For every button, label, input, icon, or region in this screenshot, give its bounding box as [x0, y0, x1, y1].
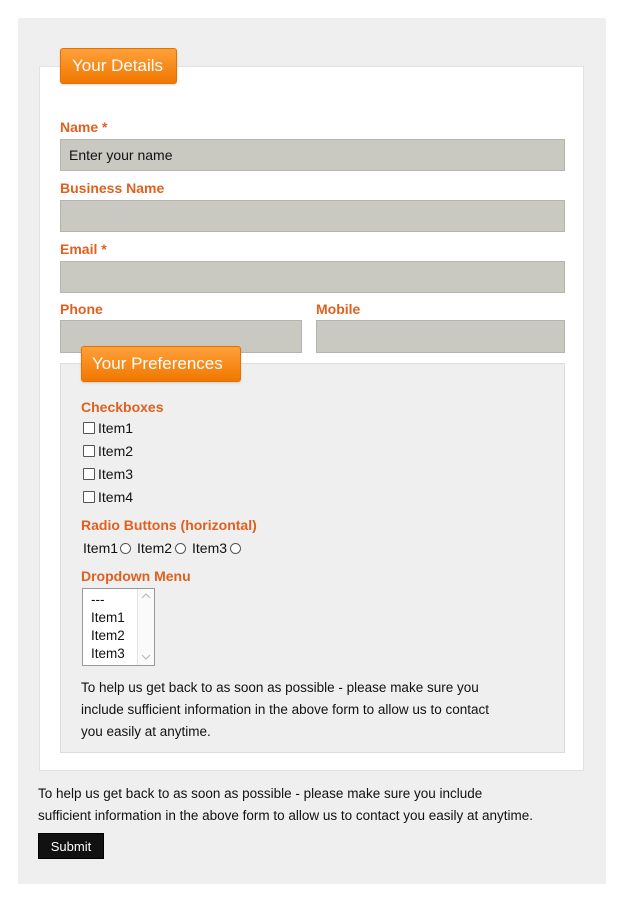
- checkbox-label: Item1: [98, 420, 134, 436]
- details-legend-text: Your Details: [72, 56, 164, 75]
- preferences-help-line: include sufficient information in the above form to allow us to contact: [81, 702, 489, 717]
- footer-help-text: [38, 783, 598, 827]
- checkbox-box[interactable]: [83, 468, 95, 480]
- dropdown-listbox[interactable]: [82, 588, 155, 666]
- details-fieldset: [39, 56, 584, 771]
- radio-label-1: Item1: [83, 540, 119, 556]
- radio-button-3[interactable]: [230, 543, 241, 554]
- preferences-fieldset: [60, 354, 565, 753]
- mobile-label: Mobile: [316, 301, 361, 317]
- checkbox-item-3[interactable]: [83, 466, 133, 482]
- checkbox-item-4[interactable]: [83, 489, 133, 505]
- checkbox-item-1[interactable]: [83, 420, 133, 436]
- mobile-field[interactable]: [316, 320, 565, 353]
- dropdown-option[interactable]: Item1: [91, 610, 125, 625]
- radio-buttons-label: Radio Buttons (horizontal): [81, 517, 257, 533]
- form-container: [18, 18, 606, 884]
- business-name-field[interactable]: [60, 200, 565, 232]
- scroll-arrows-icon: [138, 589, 154, 665]
- checkbox-box[interactable]: [83, 445, 95, 457]
- dropdown-option[interactable]: ---: [91, 592, 105, 607]
- checkbox-item-2[interactable]: [83, 443, 133, 459]
- email-label: Email *: [60, 241, 107, 257]
- name-label: Name *: [60, 119, 108, 135]
- submit-button[interactable]: Submit: [38, 833, 104, 859]
- checkbox-group: [83, 420, 283, 512]
- details-legend: [60, 48, 177, 84]
- radio-group: [83, 540, 247, 556]
- dropdown-scrollbar[interactable]: [137, 589, 154, 665]
- radio-label-3: Item3: [192, 540, 228, 556]
- preferences-legend: [81, 346, 241, 382]
- checkbox-label: Item2: [98, 443, 134, 459]
- dropdown-option[interactable]: Item3: [91, 646, 125, 661]
- footer-help-line: sufficient information in the above form to allow us to contact you easily at anytime.: [38, 808, 534, 823]
- checkbox-label: Item3: [98, 466, 134, 482]
- checkboxes-label: Checkboxes: [81, 399, 164, 415]
- preferences-legend-text: Your Preferences: [92, 354, 223, 373]
- email-field[interactable]: [60, 261, 565, 293]
- checkbox-box[interactable]: [83, 491, 95, 503]
- radio-button-2[interactable]: [175, 543, 186, 554]
- preferences-help-line: To help us get back to as soon as possible - please make sure you: [81, 680, 479, 695]
- dropdown-option[interactable]: Item2: [91, 628, 125, 643]
- checkbox-box[interactable]: [83, 422, 95, 434]
- preferences-help-text: [81, 677, 551, 743]
- radio-label-2: Item2: [137, 540, 173, 556]
- phone-label: Phone: [60, 301, 103, 317]
- dropdown-label: Dropdown Menu: [81, 568, 191, 584]
- footer-help-line: To help us get back to as soon as possible - please make sure you include: [38, 786, 483, 801]
- name-field[interactable]: [60, 139, 565, 171]
- checkbox-label: Item4: [98, 489, 134, 505]
- business-name-label: Business Name: [60, 180, 165, 196]
- preferences-help-line: you easily at anytime.: [81, 724, 211, 739]
- radio-button-1[interactable]: [120, 543, 131, 554]
